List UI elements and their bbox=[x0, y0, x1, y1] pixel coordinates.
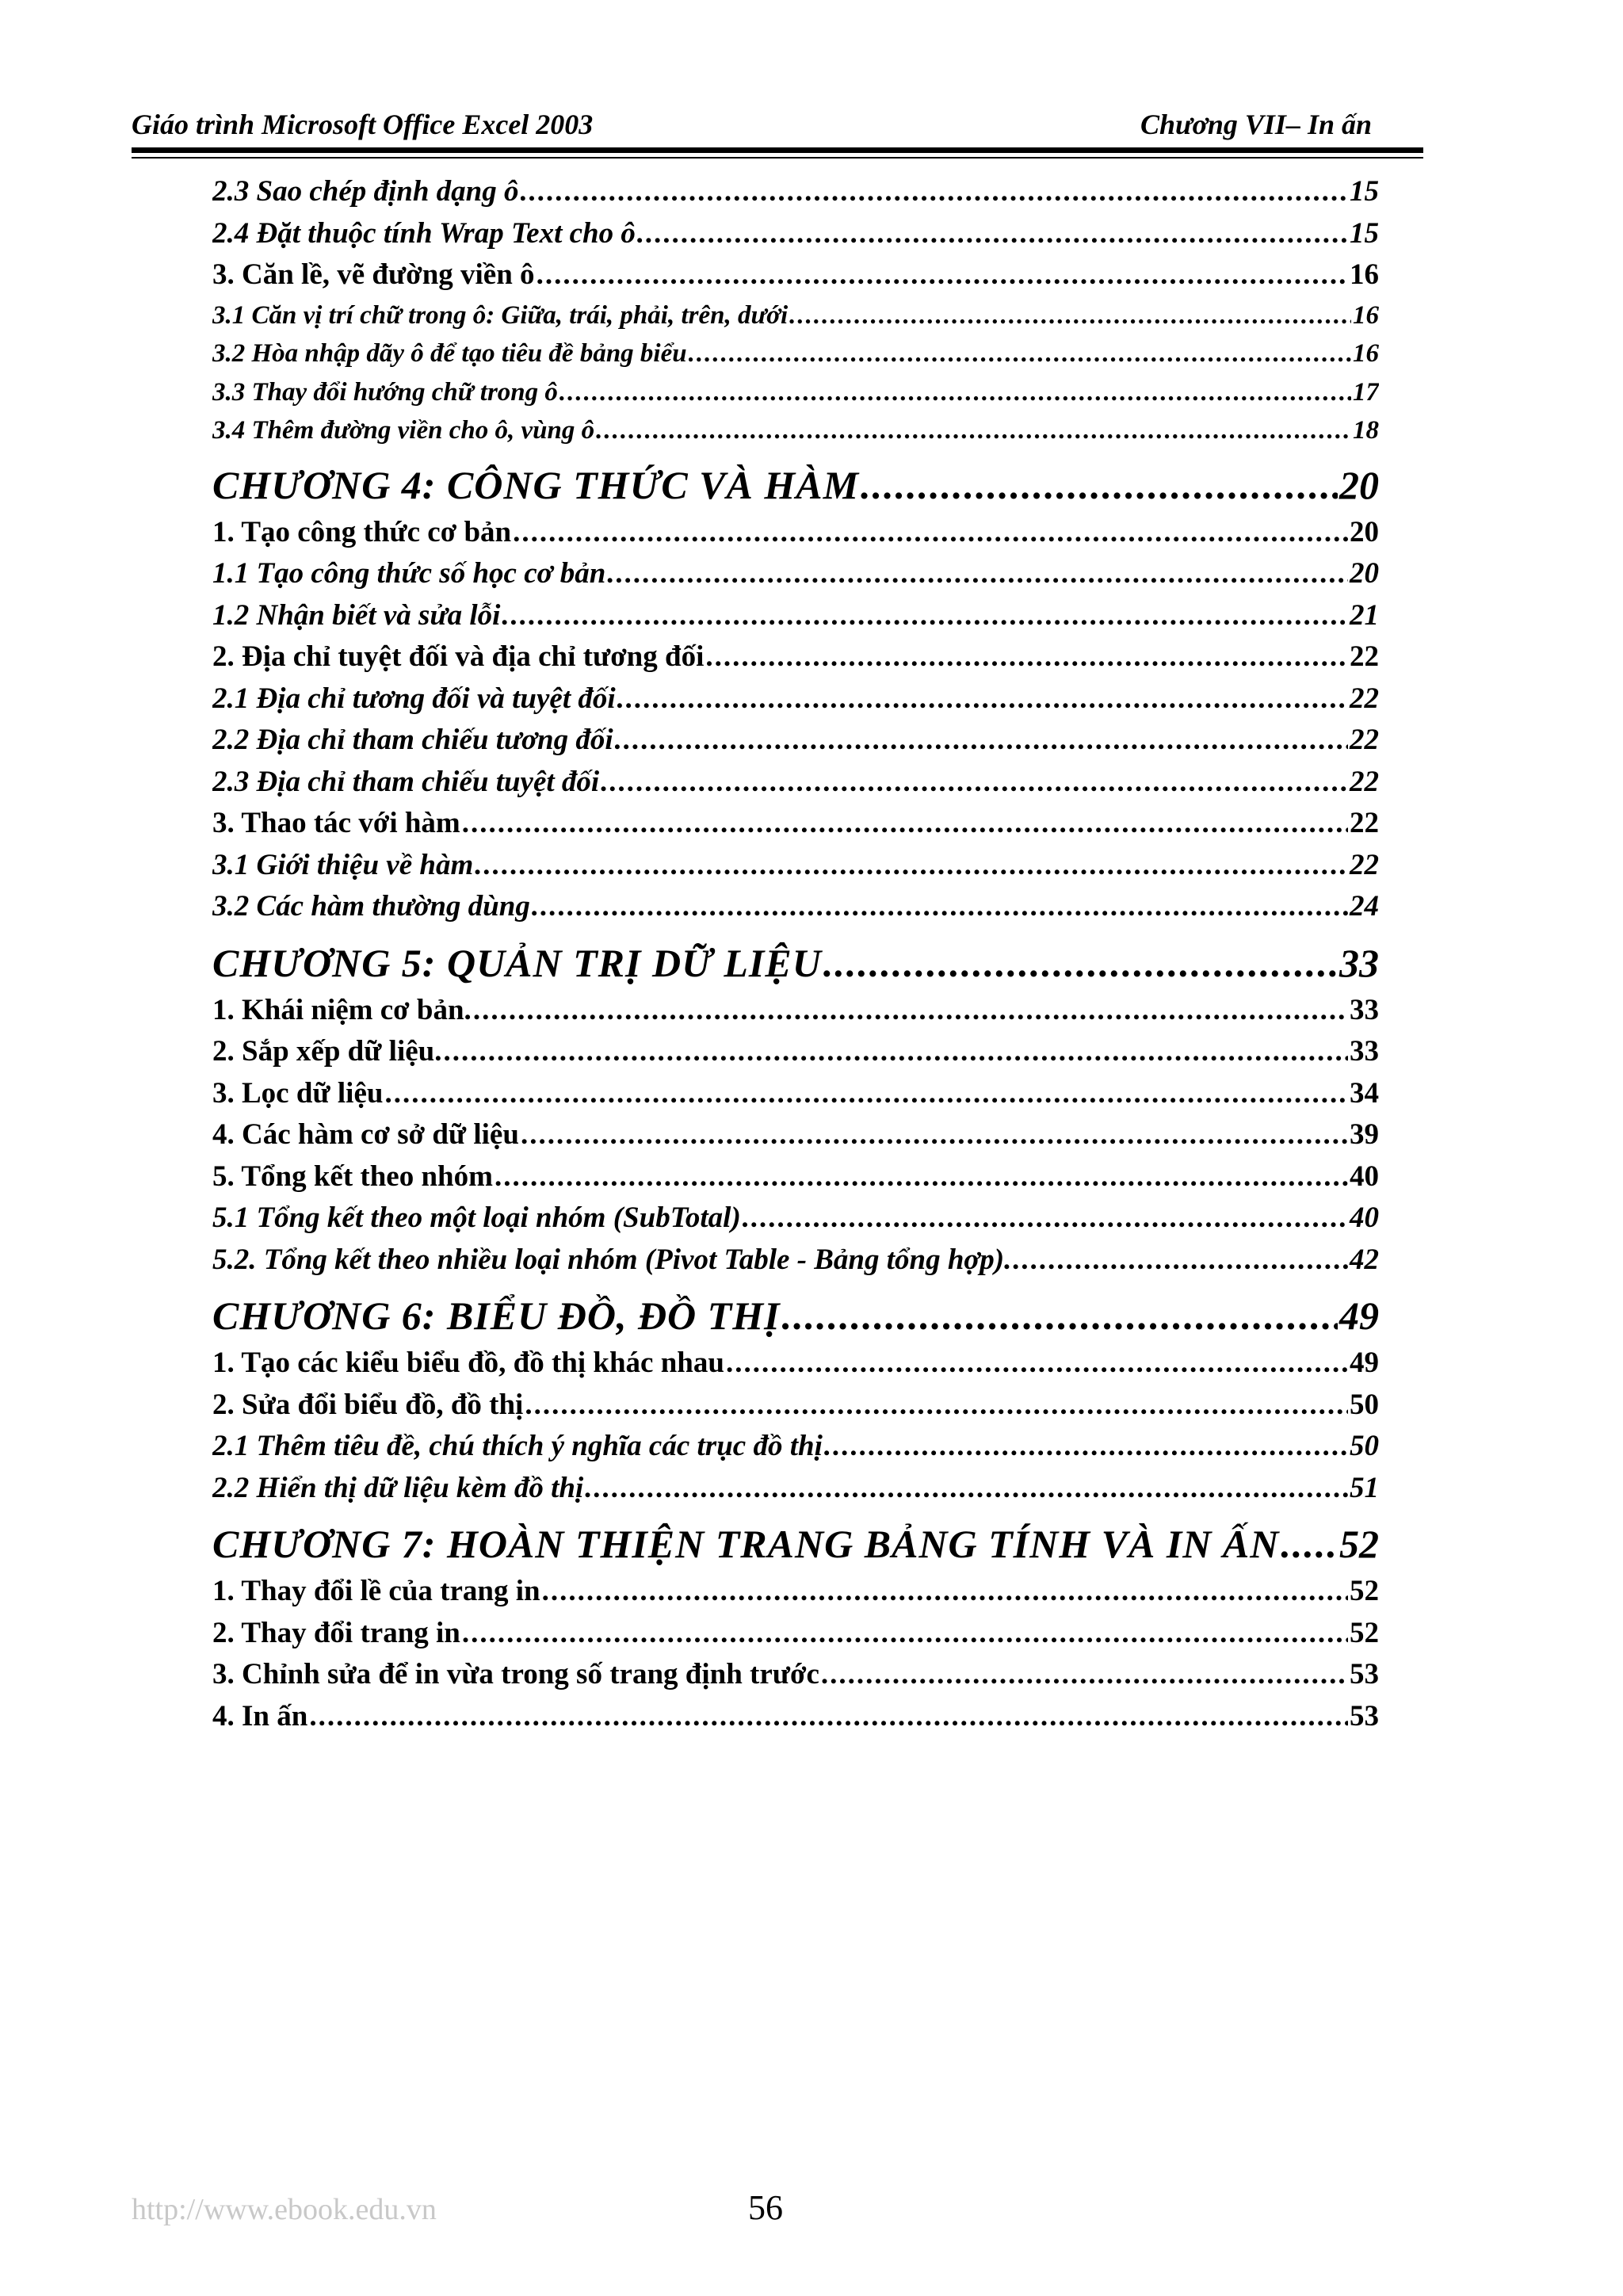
toc-entry-page: 34 bbox=[1350, 1076, 1379, 1110]
toc-entry-title: CHƯƠNG 5: QUẢN TRỊ DỮ LIỆU bbox=[212, 940, 822, 985]
toc-dot-leader bbox=[823, 936, 1338, 990]
toc-dot-leader bbox=[705, 636, 1348, 678]
toc-dot-leader bbox=[596, 411, 1351, 450]
toc-dot-leader bbox=[525, 1385, 1348, 1427]
toc-dot-leader bbox=[309, 1696, 1348, 1738]
toc-dot-leader bbox=[615, 720, 1348, 762]
toc-entry-title: CHƯƠNG 4: CÔNG THỨC VÀ HÀM bbox=[212, 462, 860, 507]
toc-entry[interactable] bbox=[212, 1385, 1379, 1427]
toc-entry-page: 39 bbox=[1350, 1118, 1379, 1151]
toc-dot-leader bbox=[1281, 1517, 1338, 1571]
toc-chapter-entry[interactable] bbox=[212, 936, 1379, 990]
toc-entry-page: 22 bbox=[1350, 848, 1379, 881]
toc-entry-page: 16 bbox=[1353, 300, 1379, 330]
toc-dot-leader bbox=[473, 990, 1348, 1032]
toc-entry-page: 49 bbox=[1339, 1293, 1379, 1338]
toc-entry[interactable] bbox=[212, 1156, 1379, 1198]
toc-chapter-entry[interactable] bbox=[212, 458, 1379, 512]
toc-entry-title: 2.2 Hiển thị dữ liệu kèm đồ thị bbox=[212, 1471, 584, 1504]
toc-entry[interactable] bbox=[212, 595, 1379, 637]
toc-entry[interactable] bbox=[212, 512, 1379, 554]
toc-dot-leader bbox=[475, 845, 1348, 887]
toc-dot-leader bbox=[726, 1343, 1348, 1385]
toc-entry[interactable] bbox=[212, 1114, 1379, 1156]
toc-entry-page: 53 bbox=[1350, 1658, 1379, 1690]
toc-entry-title: 2.2 Địa chỉ tham chiếu tương đối bbox=[212, 724, 613, 756]
toc-entry-page: 33 bbox=[1339, 940, 1379, 985]
toc-dot-leader bbox=[559, 373, 1351, 412]
toc-chapter-entry[interactable] bbox=[212, 1289, 1379, 1343]
toc-entry[interactable] bbox=[212, 636, 1379, 678]
toc-dot-leader bbox=[824, 1426, 1348, 1468]
toc-entry-title: 5.1 Tổng kết theo một loại nhóm (SubTotal) bbox=[212, 1201, 741, 1234]
toc-entry-page: 15 bbox=[1350, 175, 1379, 208]
header-rule-thick bbox=[132, 147, 1423, 153]
toc-entry-title: 5.2. Tổng kết theo nhiều loại nhóm (Pivot Table - Bảng tổng hợp). bbox=[212, 1243, 1012, 1276]
toc-entry[interactable] bbox=[212, 411, 1379, 450]
toc-entry[interactable] bbox=[212, 990, 1379, 1032]
toc-entry-title: 1. Khái niệm cơ bản. bbox=[212, 993, 472, 1026]
toc-entry-title: 3. Thao tác với hàm bbox=[212, 807, 460, 839]
toc-dot-leader bbox=[861, 458, 1338, 512]
toc-entry-page: 22 bbox=[1350, 807, 1379, 839]
toc-entry-page: 50 bbox=[1350, 1388, 1379, 1421]
toc-entry-title: 1. Tạo các kiểu biểu đồ, đồ thị khác nhau bbox=[212, 1347, 724, 1379]
toc-entry[interactable] bbox=[212, 1571, 1379, 1613]
toc-dot-leader bbox=[532, 886, 1348, 928]
toc-dot-leader bbox=[617, 678, 1348, 720]
toc-dot-leader bbox=[637, 213, 1348, 255]
toc-entry-page: 24 bbox=[1350, 890, 1379, 923]
toc-dot-leader bbox=[502, 595, 1348, 637]
toc-entry-page: 52 bbox=[1350, 1616, 1379, 1649]
header-rule-thin bbox=[132, 157, 1423, 159]
toc-entry[interactable] bbox=[212, 886, 1379, 928]
toc-dot-leader bbox=[462, 803, 1348, 845]
toc-entry[interactable] bbox=[212, 1198, 1379, 1240]
toc-entry-page: 51 bbox=[1350, 1471, 1379, 1504]
toc-dot-leader bbox=[444, 1031, 1349, 1073]
toc-entry-title: 3.2 Các hàm thường dùng bbox=[212, 890, 530, 923]
toc-entry-title: 4. In ấn bbox=[212, 1699, 308, 1733]
toc-entry[interactable] bbox=[212, 1073, 1379, 1115]
toc-entry-page: 17 bbox=[1353, 377, 1379, 407]
toc-entry[interactable] bbox=[212, 720, 1379, 762]
toc-entry-title: 1. Tạo công thức cơ bản bbox=[212, 515, 512, 548]
toc-entry-page: 22 bbox=[1350, 765, 1379, 798]
toc-entry[interactable] bbox=[212, 171, 1379, 213]
toc-entry-title: 5. Tổng kết theo nhóm bbox=[212, 1159, 493, 1193]
footer-page-number: 56 bbox=[748, 2188, 783, 2227]
toc-dot-leader bbox=[384, 1073, 1348, 1115]
toc-entry-page: 20 bbox=[1350, 557, 1379, 590]
toc-entry-page: 53 bbox=[1350, 1699, 1379, 1733]
running-header bbox=[132, 94, 1372, 141]
toc-entry[interactable] bbox=[212, 1654, 1379, 1696]
toc-entry[interactable] bbox=[212, 1240, 1379, 1282]
toc-entry-page: 22 bbox=[1350, 640, 1379, 673]
toc-dot-leader bbox=[521, 1114, 1348, 1156]
toc-dot-leader bbox=[782, 1289, 1338, 1343]
toc-entry[interactable] bbox=[212, 762, 1379, 804]
toc-entry-title: CHƯƠNG 6: BIỂU ĐỒ, ĐỒ THỊ bbox=[212, 1293, 781, 1338]
toc-entry[interactable] bbox=[212, 1696, 1379, 1738]
toc-dot-leader bbox=[1013, 1240, 1348, 1282]
toc-entry[interactable] bbox=[212, 1613, 1379, 1655]
toc-entry-page: 16 bbox=[1353, 339, 1379, 368]
toc-entry-title: 3.1 Giới thiệu về hàm bbox=[212, 848, 474, 881]
toc-entry-page: 52 bbox=[1350, 1575, 1379, 1607]
toc-entry-page: 33 bbox=[1350, 993, 1379, 1026]
toc-entry-title: 2. Sắp xếp dữ liệu. bbox=[212, 1035, 442, 1068]
toc-dot-leader bbox=[495, 1156, 1348, 1198]
toc-entry-title: 1.1 Tạo công thức số học cơ bản bbox=[212, 557, 606, 590]
toc-entry-title: 2.4 Đặt thuộc tính Wrap Text cho ô bbox=[212, 216, 636, 250]
toc-entry-page: 21 bbox=[1350, 598, 1379, 632]
toc-entry-title: 2. Thay đổi trang in bbox=[212, 1616, 460, 1649]
toc-entry[interactable] bbox=[212, 803, 1379, 845]
toc-entry-title: 3. Chỉnh sửa để in vừa trong số trang định trước bbox=[212, 1658, 819, 1690]
toc-entry[interactable] bbox=[212, 1343, 1379, 1385]
toc-dot-leader bbox=[607, 553, 1348, 595]
toc-entry-title: 2.1 Địa chỉ tương đối và tuyệt đối bbox=[212, 682, 616, 715]
toc-entry-page: 40 bbox=[1350, 1159, 1379, 1193]
toc-entry-title: 3.1 Căn vị trí chữ trong ô: Giữa, trái, phải, trên, dưới bbox=[212, 300, 789, 330]
toc-entry-title: 2.3 Địa chỉ tham chiếu tuyệt đối bbox=[212, 765, 600, 798]
toc-entry-title: 3.2 Hòa nhập dãy ô để tạo tiêu đề bảng biểu bbox=[212, 339, 687, 368]
toc-entry-title: 2. Sửa đổi biểu đồ, đồ thị bbox=[212, 1388, 524, 1421]
toc-dot-leader bbox=[689, 334, 1351, 373]
footer-url: http://www.ebook.edu.vn bbox=[132, 2193, 437, 2226]
toc-entry[interactable] bbox=[212, 553, 1379, 595]
toc-entry-page: 20 bbox=[1350, 515, 1379, 548]
table-of-contents bbox=[212, 171, 1379, 1737]
toc-dot-leader bbox=[743, 1198, 1348, 1240]
toc-entry[interactable] bbox=[212, 845, 1379, 887]
toc-entry-page: 16 bbox=[1350, 258, 1379, 291]
toc-entry-title: 4. Các hàm cơ sở dữ liệu bbox=[212, 1118, 519, 1151]
toc-entry-title: CHƯƠNG 7: HOÀN THIỆN TRANG BẢNG TÍNH VÀ IN ẤN bbox=[212, 1522, 1280, 1566]
toc-entry-page: 15 bbox=[1350, 216, 1379, 250]
toc-dot-leader bbox=[821, 1654, 1348, 1696]
toc-dot-leader bbox=[601, 762, 1348, 804]
toc-entry-title: 3. Căn lề, vẽ đường viền ô bbox=[212, 258, 535, 291]
toc-entry-page: 49 bbox=[1350, 1347, 1379, 1379]
toc-entry-page: 40 bbox=[1350, 1201, 1379, 1234]
toc-entry[interactable] bbox=[212, 213, 1379, 255]
toc-entry-title: 3.3 Thay đổi hướng chữ trong ô bbox=[212, 377, 558, 407]
toc-entry-title: 2.1 Thêm tiêu đề, chú thích ý nghĩa các trục đồ thị bbox=[212, 1430, 823, 1462]
toc-entry-page: 18 bbox=[1353, 416, 1379, 445]
toc-entry-page: 22 bbox=[1350, 682, 1379, 715]
toc-dot-leader bbox=[513, 512, 1348, 554]
header-book-title: Giáo trình Microsoft Office Excel 2003 bbox=[132, 109, 594, 140]
toc-entry[interactable] bbox=[212, 296, 1379, 335]
toc-entry[interactable] bbox=[212, 1468, 1379, 1510]
toc-dot-leader bbox=[789, 296, 1351, 335]
toc-dot-leader bbox=[585, 1468, 1348, 1510]
toc-entry[interactable] bbox=[212, 1031, 1379, 1073]
toc-entry-page: 22 bbox=[1350, 724, 1379, 756]
toc-entry[interactable] bbox=[212, 254, 1379, 296]
toc-entry-title: 3. Lọc dữ liệu bbox=[212, 1076, 384, 1110]
toc-entry-page: 33 bbox=[1350, 1035, 1379, 1068]
toc-entry-title: 1. Thay đổi lề của trang in bbox=[212, 1575, 540, 1607]
toc-entry[interactable] bbox=[212, 678, 1379, 720]
toc-dot-leader bbox=[542, 1571, 1348, 1613]
toc-entry[interactable] bbox=[212, 334, 1379, 373]
header-chapter-title: Chương VII– In ấn bbox=[1140, 109, 1372, 140]
toc-entry-page: 52 bbox=[1339, 1522, 1379, 1566]
toc-chapter-entry[interactable] bbox=[212, 1517, 1379, 1571]
toc-entry-title: 3.4 Thêm đường viền cho ô, vùng ô bbox=[212, 416, 595, 445]
toc-entry-page: 42 bbox=[1350, 1243, 1379, 1276]
toc-entry-title: 1.2 Nhận biết và sửa lỗi bbox=[212, 598, 501, 632]
toc-entry[interactable] bbox=[212, 1426, 1379, 1468]
toc-entry-page: 50 bbox=[1350, 1430, 1379, 1462]
toc-dot-leader bbox=[462, 1613, 1348, 1655]
toc-entry-title: 2. Địa chỉ tuyệt đối và địa chỉ tương đối bbox=[212, 640, 705, 673]
toc-dot-leader bbox=[537, 254, 1348, 296]
toc-entry-page: 20 bbox=[1339, 462, 1379, 507]
toc-dot-leader bbox=[521, 171, 1348, 213]
toc-entry-title: 2.3 Sao chép định dạng ô bbox=[212, 175, 519, 208]
toc-entry[interactable] bbox=[212, 373, 1379, 412]
